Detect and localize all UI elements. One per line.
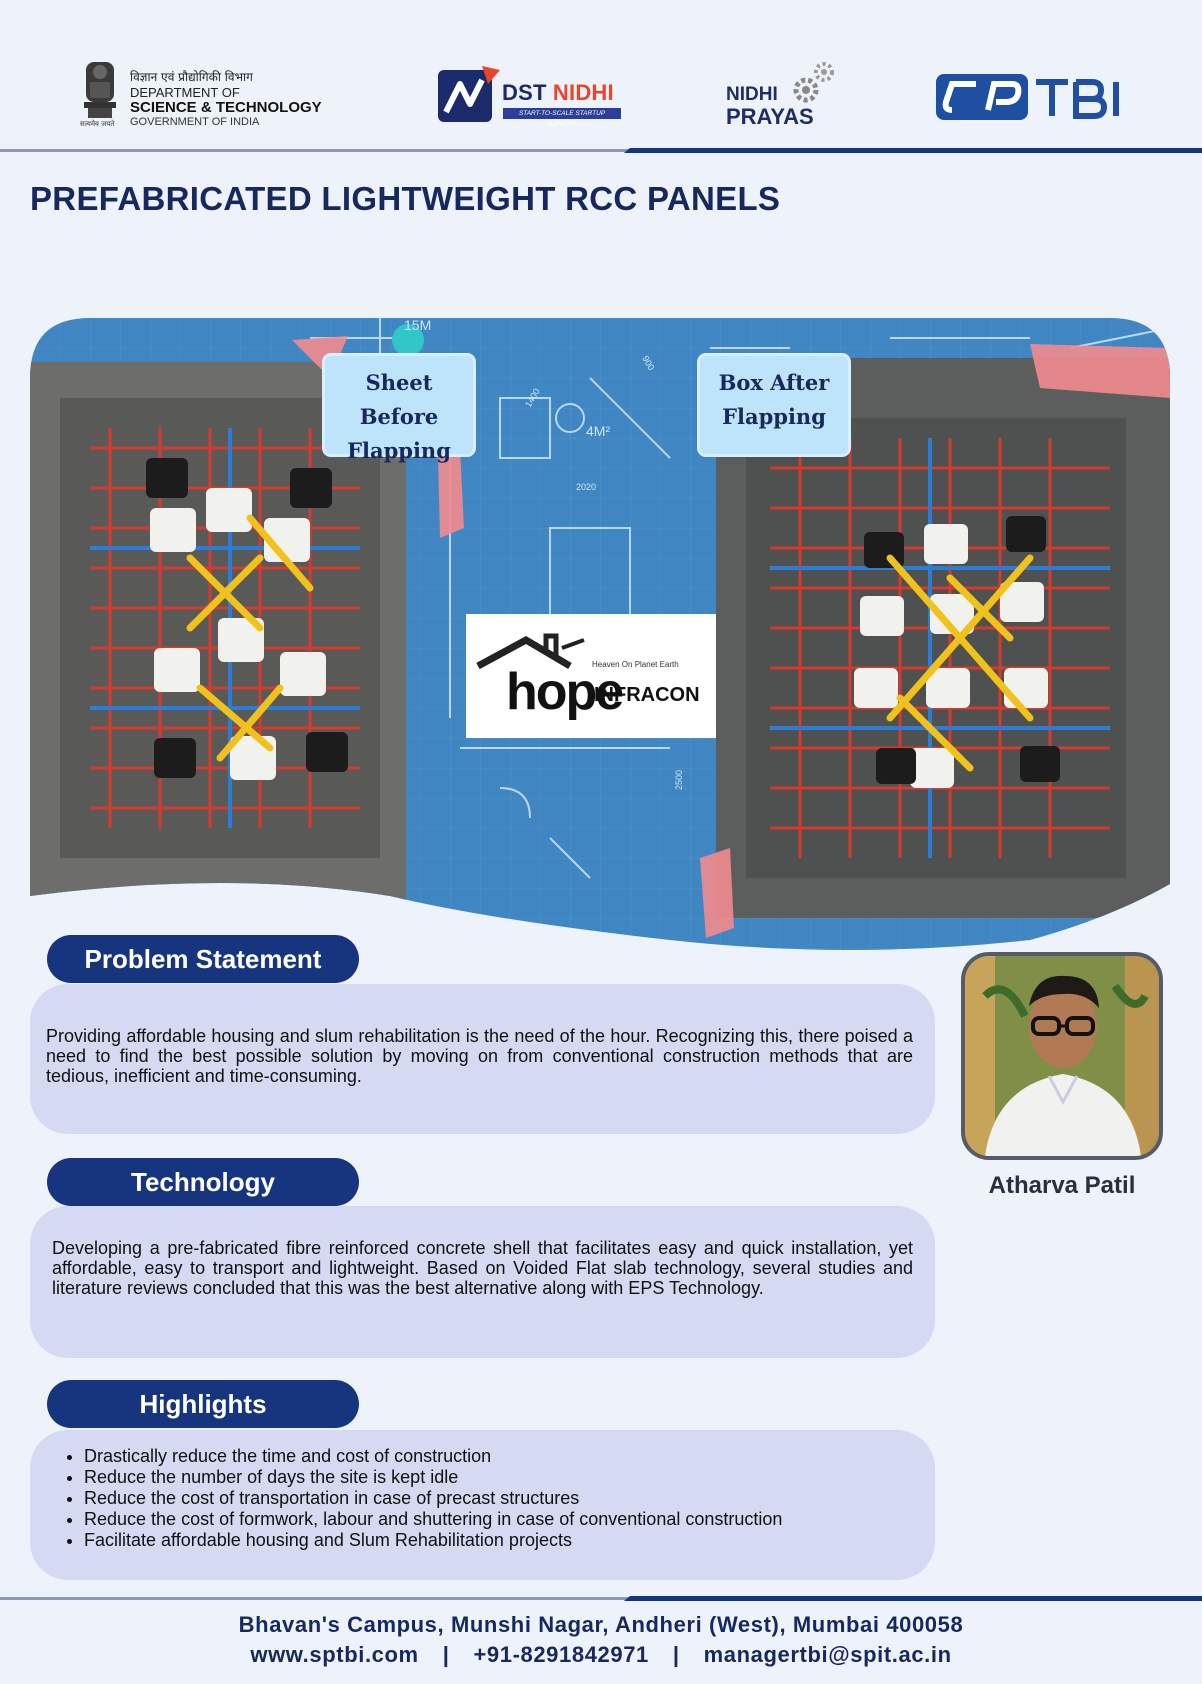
technology-box <box>30 1206 935 1358</box>
nidhi-prayas-logo <box>726 60 836 130</box>
tag-sheet-before-flapping: Sheet Before Flapping <box>325 356 473 454</box>
technology-text: Developing a pre-fabricated fibre reinforced concrete shell that facilitates easy and quick installation, yet affordable, easy to transport and lightweight. Based on Voided Flat slab technology, several studies and literature reviews concluded that this was the best alternative along with EPS Technology. <box>52 1238 913 1298</box>
list-item: • Reduce the cost of transportation in case of precast structures <box>84 1488 913 1509</box>
sptbi-logo <box>936 72 1124 122</box>
highlights-list <box>66 1446 913 1551</box>
nidhi-mark-icon <box>438 66 500 124</box>
person-name: Atharva Patil <box>988 1172 1136 1199</box>
problem-statement-text: Providing affordable housing and slum rehabilitation is the need of the hour. Recognizing this, there poised a need to find the best possible solution by moving on from conventional construction methods that are tedious, inefficient and time-consuming. <box>46 1026 913 1086</box>
dst-nidhi-tagline: START-TO-SCALE STARTUP SUPPORT <box>503 108 621 119</box>
footer-divider <box>0 1596 1202 1601</box>
dst-hindi: विज्ञान एवं प्रौद्योगिकी विभाग <box>130 70 253 84</box>
technology-heading: Technology <box>47 1158 359 1206</box>
dst-line1: DEPARTMENT OF <box>130 85 240 100</box>
footer-separator: | <box>442 1642 450 1667</box>
list-item: • Facilitate affordable housing and Slum Rehabilitation projects <box>84 1530 913 1551</box>
footer-email-link[interactable]: managertbi@spit.ac.in <box>703 1642 952 1667</box>
prayas-line1: NIDHI <box>726 84 778 105</box>
blueprint-label: 2500 <box>674 769 684 790</box>
blueprint-label: 900 <box>640 354 657 373</box>
list-item: • Drastically reduce the time and cost of construction <box>84 1446 913 1467</box>
sptbi-wordmark-icon <box>936 72 1124 122</box>
blueprint-label: 2020 <box>576 482 597 492</box>
footer-address: Bhavan's Campus, Munshi Nagar, Andheri (West), Mumbai 400058 <box>238 1612 964 1637</box>
hope-infracon-logo <box>466 614 716 738</box>
footer <box>0 1610 1202 1670</box>
list-item: • Reduce the cost of formwork, labour and shuttering in case of conventional construction <box>84 1509 913 1530</box>
blueprint-label: 1400 <box>523 386 542 409</box>
highlights-heading: Highlights <box>47 1380 359 1428</box>
blueprint-label: 4M² <box>586 423 611 439</box>
header-divider <box>0 148 1202 153</box>
avatar <box>965 956 1159 1156</box>
footer-phone[interactable]: +91-8291842971 <box>473 1642 649 1667</box>
footer-contacts <box>0 1640 1202 1670</box>
footer-website-link[interactable]: www.sptbi.com <box>250 1642 419 1667</box>
list-item: • Reduce the number of days the site is kept idle <box>84 1467 913 1488</box>
dst-line2: SCIENCE & TECHNOLOGY <box>130 99 322 116</box>
problem-statement-box <box>30 984 935 1134</box>
dst-nidhi-title: DST NIDHI <box>502 80 614 105</box>
hope-suffix: INFRACON <box>594 684 700 706</box>
person-photo <box>961 952 1163 1160</box>
highlights-box <box>30 1430 935 1580</box>
hope-word: hope <box>506 663 623 721</box>
dst-nidhi-logo <box>438 66 638 128</box>
hope-tagline: Heaven On Planet Earth <box>592 660 679 669</box>
gear-icon <box>788 60 836 108</box>
blueprint-label: 15M <box>404 318 432 333</box>
dst-logo <box>78 58 348 136</box>
problem-statement-heading: Problem Statement <box>47 935 359 983</box>
dst-line3: GOVERNMENT OF INDIA <box>130 116 260 128</box>
footer-separator: | <box>672 1642 680 1667</box>
page-title: PREFABRICATED LIGHTWEIGHT RCC PANELS <box>30 180 781 217</box>
emblem-caption: सत्यमेव जयते <box>80 120 115 128</box>
prayas-line2: PRAYAS <box>726 104 814 129</box>
tag-box-after-flapping: Box After Flapping <box>700 356 848 454</box>
